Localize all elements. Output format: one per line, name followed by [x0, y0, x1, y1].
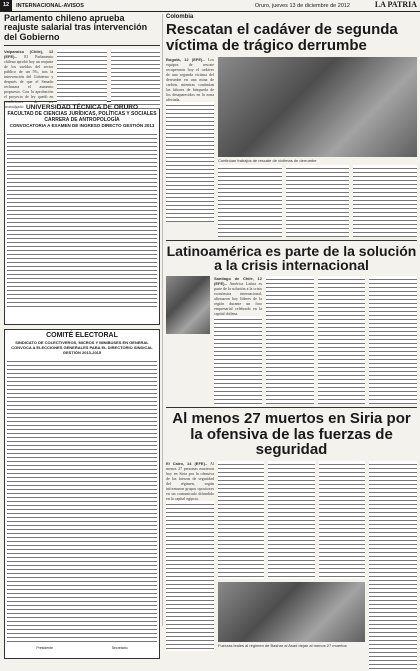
- masthead-bar: [0, 0, 420, 12]
- syria-center: [218, 461, 365, 671]
- syria-photo-caption: Fuerzas leales al régimen de Bashar al Asad dejan al menos 27 muertos: [218, 643, 347, 649]
- syria-layout: [166, 461, 417, 671]
- colombia-story: [166, 14, 417, 237]
- electoral-title: COMITÉ ELECTORAL: [46, 332, 118, 340]
- syria-story: [166, 411, 417, 671]
- text-block: [166, 501, 214, 651]
- signature-right: Secretario: [111, 646, 128, 650]
- divider: [166, 240, 417, 241]
- latam-text: América Latina es parte de la solución a la crisis económica internacional, afirmaron hoy líderes de la región durante un foro empresarial celebrado en la capital chilena.: [214, 280, 262, 316]
- text-block: [218, 165, 282, 237]
- page-number: 12: [0, 0, 12, 11]
- colombia-columns: [218, 165, 417, 237]
- latam-headline: Latinoamérica es parte de la solución a la crisis internacional: [166, 242, 417, 274]
- colombia-photo-wrap: [218, 57, 417, 237]
- left-column: [4, 13, 160, 650]
- text-block: [369, 461, 417, 671]
- university-call: CONVOCATORIA A EXAMEN DE INGRESO DIRECTO GESTIÓN 2013: [9, 123, 155, 129]
- text-block: [268, 461, 314, 579]
- dateline: Oruro, jueves 13 de diciembre de 2012: [254, 2, 350, 9]
- text-block: [214, 316, 262, 406]
- colombia-layout: [166, 57, 417, 237]
- notice-text: [7, 131, 157, 307]
- divider: [4, 45, 160, 46]
- left-story-text: El Parlamento chileno aprobó hoy un reajuste de los sueldos del sector público de un 5%, tras la intervención del Gobierno y después de que el Senado rechazara el aumento propuesto. Con la aprobación el proyecto de ley quedó en condiciones de ser promulgado.: [4, 54, 54, 110]
- newspaper-logo: LA PATRIA: [374, 0, 417, 9]
- university-faculty: FACULTAD DE CIENCIAS JURÍDICAS, POLÍTICAS Y SOCIALES: [7, 111, 157, 118]
- university-career: CARRERA DE ANTROPOLOGÍA: [44, 117, 120, 124]
- university-title: UNIVERSIDAD TÉCNICA DE ORURO: [25, 104, 139, 112]
- syria-text: Al menos 27 personas murieron hoy en Siria por la ofensiva de las fuerzas de seguridad del régimen, según informaron grupos opositores en un comunicado difundido en la capital egipcia.: [166, 461, 214, 502]
- colombia-body: [166, 57, 214, 237]
- text-block: [111, 49, 160, 109]
- text-block: [286, 165, 350, 237]
- left-story-headline: Parlamento chileno aprueba reajuste salarial tras intervención del Gobierno: [4, 13, 148, 42]
- syria-body: [166, 461, 214, 671]
- university-notice: [4, 101, 160, 325]
- signatures: [7, 646, 157, 650]
- colombia-headline: Rescatan el cadáver de segunda víctima de trágico derrumbe: [166, 21, 398, 54]
- syria-columns: [218, 461, 365, 579]
- colombia-text: Los equipos de rescate recuperaron hoy el cadáver de una segunda víctima del derrumbe en una mina de carbón, mientras continúan las labores de búsqueda de los desaparecidos en la zona afectada.: [166, 56, 214, 102]
- latam-body: [214, 276, 262, 404]
- left-story-dateline: Valparaíso (Chile), 12 (EFE).-: [4, 49, 54, 60]
- electoral-notice: [4, 329, 160, 659]
- text-block: [218, 461, 264, 579]
- right-column: [166, 14, 417, 649]
- column-divider: [162, 14, 163, 626]
- section-kicker: Colombia: [166, 14, 194, 20]
- photo-caption: Continúan trabajos de rescate de víctimas de derrumbe: [218, 157, 317, 163]
- text-block: [166, 102, 214, 222]
- rescue-photo: [218, 57, 417, 157]
- text-block: [319, 461, 365, 579]
- text-block: [266, 276, 314, 404]
- notice-text: [7, 358, 157, 643]
- signature-left: Presidente: [36, 646, 54, 650]
- text-block: [353, 165, 417, 237]
- text-block: [318, 276, 366, 404]
- latam-dateline: Santiago de Chile, 12 (EFE).-: [214, 275, 262, 286]
- syria-dateline: El Cairo, 14 (EFE).-: [166, 461, 208, 467]
- colombia-dateline: Bogotá, 12 (EFE).-: [166, 56, 205, 62]
- leader-photo: [166, 276, 210, 334]
- section-label: INTERNACIONAL-AVISOS: [16, 2, 84, 9]
- text-block: [57, 49, 106, 109]
- divider: [166, 407, 417, 408]
- text-block: [369, 276, 417, 404]
- latam-layout: [166, 276, 417, 404]
- syria-photo: [218, 582, 365, 642]
- latam-columns: [266, 276, 417, 404]
- syria-headline: Al menos 27 muertos en Siria por la ofensiva de las fuerzas de seguridad: [172, 409, 411, 459]
- electoral-subtitle: SINDICATO DE COLECTIVEROS, MICROS Y MINIBUSES EN GENERAL CONVOCA A ELECCIONES GENERALES PARA EL DIRECTORIO SINDICAL GESTIÓN 2013-2015: [11, 340, 153, 355]
- latam-story: [166, 244, 417, 404]
